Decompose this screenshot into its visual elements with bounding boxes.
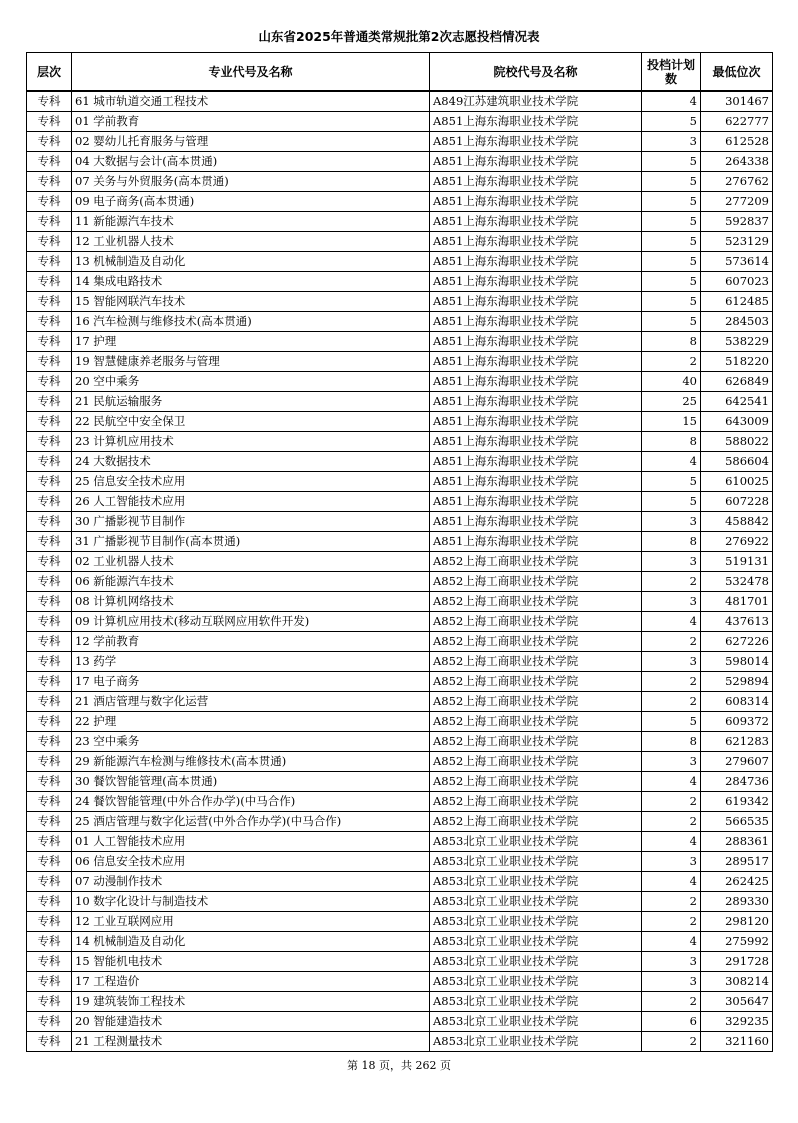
cell-school: A853北京工业职业技术学院 xyxy=(430,852,642,872)
cell-level: 专科 xyxy=(27,612,72,632)
table-row xyxy=(27,352,773,372)
cell-level: 专科 xyxy=(27,932,72,952)
cell-major: 02 婴幼儿托育服务与管理 xyxy=(72,132,430,152)
cell-school: A852上海工商职业技术学院 xyxy=(430,692,642,712)
cell-school: A852上海工商职业技术学院 xyxy=(430,792,642,812)
cell-school: A851上海东海职业技术学院 xyxy=(430,272,642,292)
cell-school: A852上海工商职业技术学院 xyxy=(430,592,642,612)
cell-level: 专科 xyxy=(27,91,72,112)
cell-plan: 5 xyxy=(642,492,701,512)
cell-level: 专科 xyxy=(27,652,72,672)
cell-level: 专科 xyxy=(27,412,72,432)
table-row xyxy=(27,772,773,792)
cell-rank: 573614 xyxy=(701,252,773,272)
table-row xyxy=(27,292,773,312)
cell-plan: 2 xyxy=(642,792,701,812)
cell-plan: 6 xyxy=(642,1012,701,1032)
cell-level: 专科 xyxy=(27,1012,72,1032)
cell-plan: 2 xyxy=(642,692,701,712)
cell-level: 专科 xyxy=(27,572,72,592)
cell-rank: 275992 xyxy=(701,932,773,952)
table-row xyxy=(27,912,773,932)
cell-school: A852上海工商职业技术学院 xyxy=(430,812,642,832)
cell-level: 专科 xyxy=(27,832,72,852)
cell-rank: 276762 xyxy=(701,172,773,192)
cell-plan: 5 xyxy=(642,192,701,212)
table-row xyxy=(27,1012,773,1032)
cell-level: 专科 xyxy=(27,452,72,472)
cell-major: 22 民航空中安全保卫 xyxy=(72,412,430,432)
cell-major: 30 广播影视节目制作 xyxy=(72,512,430,532)
cell-rank: 518220 xyxy=(701,352,773,372)
cell-rank: 288361 xyxy=(701,832,773,852)
cell-major: 07 动漫制作技术 xyxy=(72,872,430,892)
cell-major: 15 智能网联汽车技术 xyxy=(72,292,430,312)
cell-major: 29 新能源汽车检测与维修技术(高本贯通) xyxy=(72,752,430,772)
cell-level: 专科 xyxy=(27,332,72,352)
cell-plan: 3 xyxy=(642,972,701,992)
cell-major: 17 护理 xyxy=(72,332,430,352)
cell-plan: 5 xyxy=(642,172,701,192)
cell-school: A851上海东海职业技术学院 xyxy=(430,192,642,212)
cell-major: 11 新能源汽车技术 xyxy=(72,212,430,232)
cell-plan: 3 xyxy=(642,132,701,152)
cell-level: 专科 xyxy=(27,772,72,792)
cell-level: 专科 xyxy=(27,972,72,992)
table-row xyxy=(27,652,773,672)
table-row xyxy=(27,332,773,352)
cell-school: A852上海工商职业技术学院 xyxy=(430,612,642,632)
cell-major: 25 酒店管理与数字化运营(中外合作办学)(中马合作) xyxy=(72,812,430,832)
cell-rank: 566535 xyxy=(701,812,773,832)
table-row xyxy=(27,712,773,732)
cell-major: 02 工业机器人技术 xyxy=(72,552,430,572)
cell-major: 09 计算机应用技术(移动互联网应用软件开发) xyxy=(72,612,430,632)
table-row xyxy=(27,532,773,552)
cell-school: A852上海工商职业技术学院 xyxy=(430,572,642,592)
table-row xyxy=(27,632,773,652)
cell-school: A851上海东海职业技术学院 xyxy=(430,312,642,332)
cell-major: 31 广播影视节目制作(高本贯通) xyxy=(72,532,430,552)
cell-rank: 301467 xyxy=(701,91,773,112)
table-row xyxy=(27,792,773,812)
cell-major: 12 工业机器人技术 xyxy=(72,232,430,252)
cell-major: 17 工程造价 xyxy=(72,972,430,992)
cell-school: A853北京工业职业技术学院 xyxy=(430,1032,642,1052)
cell-plan: 15 xyxy=(642,412,701,432)
table-row xyxy=(27,1032,773,1052)
table-row xyxy=(27,192,773,212)
cell-major: 20 空中乘务 xyxy=(72,372,430,392)
cell-plan: 8 xyxy=(642,532,701,552)
cell-school: A852上海工商职业技术学院 xyxy=(430,652,642,672)
cell-plan: 3 xyxy=(642,652,701,672)
cell-plan: 25 xyxy=(642,392,701,412)
cell-plan: 4 xyxy=(642,452,701,472)
cell-rank: 643009 xyxy=(701,412,773,432)
cell-rank: 277209 xyxy=(701,192,773,212)
cell-rank: 609372 xyxy=(701,712,773,732)
cell-plan: 3 xyxy=(642,752,701,772)
cell-major: 10 数字化设计与制造技术 xyxy=(72,892,430,912)
cell-plan: 4 xyxy=(642,612,701,632)
cell-rank: 642541 xyxy=(701,392,773,412)
cell-level: 专科 xyxy=(27,532,72,552)
cell-level: 专科 xyxy=(27,492,72,512)
cell-rank: 612528 xyxy=(701,132,773,152)
cell-major: 23 空中乘务 xyxy=(72,732,430,752)
cell-level: 专科 xyxy=(27,192,72,212)
cell-major: 17 电子商务 xyxy=(72,672,430,692)
cell-school: A853北京工业职业技术学院 xyxy=(430,932,642,952)
cell-school: A851上海东海职业技术学院 xyxy=(430,532,642,552)
cell-rank: 532478 xyxy=(701,572,773,592)
cell-school: A853北京工业职业技术学院 xyxy=(430,972,642,992)
table-row xyxy=(27,132,773,152)
admission-table xyxy=(26,52,773,1052)
cell-school: A851上海东海职业技术学院 xyxy=(430,352,642,372)
cell-major: 19 建筑装饰工程技术 xyxy=(72,992,430,1012)
cell-rank: 321160 xyxy=(701,1032,773,1052)
table-row xyxy=(27,992,773,1012)
table-row xyxy=(27,412,773,432)
cell-level: 专科 xyxy=(27,792,72,812)
cell-school: A852上海工商职业技术学院 xyxy=(430,732,642,752)
header-major: 专业代号及名称 xyxy=(72,53,430,92)
cell-level: 专科 xyxy=(27,752,72,772)
cell-level: 专科 xyxy=(27,172,72,192)
cell-major: 19 智慧健康养老服务与管理 xyxy=(72,352,430,372)
cell-level: 专科 xyxy=(27,212,72,232)
table-row xyxy=(27,692,773,712)
cell-plan: 40 xyxy=(642,372,701,392)
cell-plan: 2 xyxy=(642,352,701,372)
table-row xyxy=(27,752,773,772)
table-body xyxy=(27,91,773,1052)
cell-plan: 8 xyxy=(642,432,701,452)
cell-level: 专科 xyxy=(27,132,72,152)
table-row xyxy=(27,91,773,112)
cell-rank: 607228 xyxy=(701,492,773,512)
cell-plan: 4 xyxy=(642,832,701,852)
cell-major: 15 智能机电技术 xyxy=(72,952,430,972)
cell-major: 06 新能源汽车技术 xyxy=(72,572,430,592)
cell-rank: 626849 xyxy=(701,372,773,392)
cell-plan: 5 xyxy=(642,312,701,332)
cell-school: A852上海工商职业技术学院 xyxy=(430,632,642,652)
cell-rank: 621283 xyxy=(701,732,773,752)
cell-school: A851上海东海职业技术学院 xyxy=(430,172,642,192)
cell-school: A852上海工商职业技术学院 xyxy=(430,712,642,732)
cell-major: 14 集成电路技术 xyxy=(72,272,430,292)
cell-level: 专科 xyxy=(27,692,72,712)
table-row xyxy=(27,212,773,232)
cell-school: A851上海东海职业技术学院 xyxy=(430,472,642,492)
cell-plan: 2 xyxy=(642,632,701,652)
cell-school: A849江苏建筑职业技术学院 xyxy=(430,91,642,112)
cell-rank: 276922 xyxy=(701,532,773,552)
cell-rank: 308214 xyxy=(701,972,773,992)
table-row xyxy=(27,432,773,452)
cell-level: 专科 xyxy=(27,112,72,132)
cell-level: 专科 xyxy=(27,152,72,172)
cell-plan: 4 xyxy=(642,772,701,792)
cell-school: A852上海工商职业技术学院 xyxy=(430,552,642,572)
cell-plan: 5 xyxy=(642,212,701,232)
table-row xyxy=(27,592,773,612)
cell-rank: 608314 xyxy=(701,692,773,712)
cell-plan: 3 xyxy=(642,512,701,532)
cell-plan: 2 xyxy=(642,812,701,832)
table-row xyxy=(27,512,773,532)
cell-school: A851上海东海职业技术学院 xyxy=(430,432,642,452)
cell-school: A851上海东海职业技术学院 xyxy=(430,332,642,352)
cell-school: A852上海工商职业技术学院 xyxy=(430,752,642,772)
cell-major: 13 药学 xyxy=(72,652,430,672)
cell-plan: 4 xyxy=(642,872,701,892)
table-row xyxy=(27,612,773,632)
cell-plan: 3 xyxy=(642,952,701,972)
header-school: 院校代号及名称 xyxy=(430,53,642,92)
cell-level: 专科 xyxy=(27,952,72,972)
cell-plan: 3 xyxy=(642,592,701,612)
cell-plan: 2 xyxy=(642,572,701,592)
cell-school: A853北京工业职业技术学院 xyxy=(430,992,642,1012)
page-title: 山东省2025年普通类常规批第2次志愿投档情况表 xyxy=(258,29,540,44)
cell-major: 22 护理 xyxy=(72,712,430,732)
cell-major: 01 学前教育 xyxy=(72,112,430,132)
cell-school: A851上海东海职业技术学院 xyxy=(430,112,642,132)
cell-level: 专科 xyxy=(27,392,72,412)
table-row xyxy=(27,312,773,332)
cell-rank: 619342 xyxy=(701,792,773,812)
cell-level: 专科 xyxy=(27,672,72,692)
cell-school: A851上海东海职业技术学院 xyxy=(430,452,642,472)
table-row xyxy=(27,112,773,132)
cell-school: A851上海东海职业技术学院 xyxy=(430,232,642,252)
table-row xyxy=(27,572,773,592)
cell-school: A851上海东海职业技术学院 xyxy=(430,392,642,412)
cell-level: 专科 xyxy=(27,432,72,452)
page-footer: 第 18 页，共 262 页 xyxy=(347,1059,451,1072)
table-row xyxy=(27,272,773,292)
cell-major: 12 学前教育 xyxy=(72,632,430,652)
cell-rank: 519131 xyxy=(701,552,773,572)
cell-level: 专科 xyxy=(27,632,72,652)
cell-plan: 8 xyxy=(642,732,701,752)
table-row xyxy=(27,232,773,252)
cell-rank: 437613 xyxy=(701,612,773,632)
cell-major: 21 酒店管理与数字化运营 xyxy=(72,692,430,712)
cell-school: A852上海工商职业技术学院 xyxy=(430,772,642,792)
table-row xyxy=(27,152,773,172)
cell-level: 专科 xyxy=(27,592,72,612)
cell-level: 专科 xyxy=(27,552,72,572)
cell-level: 专科 xyxy=(27,712,72,732)
cell-major: 13 机械制造及自动化 xyxy=(72,252,430,272)
cell-school: A851上海东海职业技术学院 xyxy=(430,212,642,232)
cell-rank: 481701 xyxy=(701,592,773,612)
cell-level: 专科 xyxy=(27,232,72,252)
cell-school: A852上海工商职业技术学院 xyxy=(430,672,642,692)
cell-school: A853北京工业职业技术学院 xyxy=(430,892,642,912)
cell-level: 专科 xyxy=(27,872,72,892)
table-row xyxy=(27,972,773,992)
cell-plan: 8 xyxy=(642,332,701,352)
cell-school: A851上海东海职业技术学院 xyxy=(430,132,642,152)
cell-school: A851上海东海职业技术学院 xyxy=(430,512,642,532)
table-header-row xyxy=(27,53,773,92)
cell-level: 专科 xyxy=(27,812,72,832)
cell-plan: 2 xyxy=(642,992,701,1012)
table-row xyxy=(27,452,773,472)
cell-major: 26 人工智能技术应用 xyxy=(72,492,430,512)
cell-school: A853北京工业职业技术学院 xyxy=(430,912,642,932)
cell-rank: 610025 xyxy=(701,472,773,492)
table-row xyxy=(27,372,773,392)
header-plan: 投档计划数 xyxy=(642,53,701,92)
cell-major: 01 人工智能技术应用 xyxy=(72,832,430,852)
cell-level: 专科 xyxy=(27,852,72,872)
cell-plan: 5 xyxy=(642,712,701,732)
cell-school: A853北京工业职业技术学院 xyxy=(430,1012,642,1032)
cell-level: 专科 xyxy=(27,512,72,532)
cell-school: A851上海东海职业技术学院 xyxy=(430,292,642,312)
table-row xyxy=(27,892,773,912)
cell-rank: 279607 xyxy=(701,752,773,772)
cell-school: A853北京工业职业技术学院 xyxy=(430,832,642,852)
cell-level: 专科 xyxy=(27,912,72,932)
cell-rank: 262425 xyxy=(701,872,773,892)
cell-school: A851上海东海职业技术学院 xyxy=(430,492,642,512)
cell-rank: 289517 xyxy=(701,852,773,872)
cell-rank: 612485 xyxy=(701,292,773,312)
cell-major: 16 汽车检测与维修技术(高本贯通) xyxy=(72,312,430,332)
header-level: 层次 xyxy=(27,53,72,92)
cell-school: A853北京工业职业技术学院 xyxy=(430,952,642,972)
cell-plan: 4 xyxy=(642,91,701,112)
cell-rank: 598014 xyxy=(701,652,773,672)
header-rank: 最低位次 xyxy=(701,53,773,92)
cell-level: 专科 xyxy=(27,372,72,392)
table-row xyxy=(27,932,773,952)
cell-level: 专科 xyxy=(27,892,72,912)
table-row xyxy=(27,472,773,492)
cell-plan: 5 xyxy=(642,292,701,312)
cell-plan: 5 xyxy=(642,252,701,272)
cell-rank: 329235 xyxy=(701,1012,773,1032)
cell-major: 61 城市轨道交通工程技术 xyxy=(72,91,430,112)
table-row xyxy=(27,172,773,192)
cell-level: 专科 xyxy=(27,1032,72,1052)
table-row xyxy=(27,672,773,692)
cell-rank: 538229 xyxy=(701,332,773,352)
cell-plan: 2 xyxy=(642,892,701,912)
cell-major: 06 信息安全技术应用 xyxy=(72,852,430,872)
cell-major: 24 餐饮智能管理(中外合作办学)(中马合作) xyxy=(72,792,430,812)
cell-major: 14 机械制造及自动化 xyxy=(72,932,430,952)
cell-rank: 291728 xyxy=(701,952,773,972)
cell-plan: 5 xyxy=(642,272,701,292)
cell-level: 专科 xyxy=(27,992,72,1012)
table-row xyxy=(27,952,773,972)
table-row xyxy=(27,832,773,852)
cell-rank: 529894 xyxy=(701,672,773,692)
cell-major: 12 工业互联网应用 xyxy=(72,912,430,932)
cell-plan: 5 xyxy=(642,152,701,172)
cell-major: 24 大数据技术 xyxy=(72,452,430,472)
cell-rank: 586604 xyxy=(701,452,773,472)
cell-major: 04 大数据与会计(高本贯通) xyxy=(72,152,430,172)
table-row xyxy=(27,852,773,872)
cell-plan: 5 xyxy=(642,112,701,132)
cell-level: 专科 xyxy=(27,292,72,312)
cell-school: A851上海东海职业技术学院 xyxy=(430,252,642,272)
cell-plan: 3 xyxy=(642,852,701,872)
table-row xyxy=(27,492,773,512)
cell-rank: 627226 xyxy=(701,632,773,652)
cell-plan: 4 xyxy=(642,932,701,952)
table-row xyxy=(27,732,773,752)
cell-level: 专科 xyxy=(27,312,72,332)
cell-school: A851上海东海职业技术学院 xyxy=(430,412,642,432)
cell-plan: 5 xyxy=(642,472,701,492)
cell-rank: 458842 xyxy=(701,512,773,532)
cell-major: 09 电子商务(高本贯通) xyxy=(72,192,430,212)
cell-rank: 588022 xyxy=(701,432,773,452)
cell-plan: 2 xyxy=(642,672,701,692)
cell-rank: 622777 xyxy=(701,112,773,132)
cell-rank: 305647 xyxy=(701,992,773,1012)
cell-level: 专科 xyxy=(27,252,72,272)
cell-major: 25 信息安全技术应用 xyxy=(72,472,430,492)
table-row xyxy=(27,392,773,412)
cell-rank: 607023 xyxy=(701,272,773,292)
cell-major: 21 工程测量技术 xyxy=(72,1032,430,1052)
cell-school: A853北京工业职业技术学院 xyxy=(430,872,642,892)
cell-level: 专科 xyxy=(27,272,72,292)
cell-major: 21 民航运输服务 xyxy=(72,392,430,412)
cell-level: 专科 xyxy=(27,352,72,372)
cell-major: 20 智能建造技术 xyxy=(72,1012,430,1032)
cell-rank: 289330 xyxy=(701,892,773,912)
cell-level: 专科 xyxy=(27,472,72,492)
cell-rank: 592837 xyxy=(701,212,773,232)
cell-school: A851上海东海职业技术学院 xyxy=(430,152,642,172)
cell-major: 08 计算机网络技术 xyxy=(72,592,430,612)
cell-major: 07 关务与外贸服务(高本贯通) xyxy=(72,172,430,192)
cell-rank: 298120 xyxy=(701,912,773,932)
cell-plan: 5 xyxy=(642,232,701,252)
cell-rank: 523129 xyxy=(701,232,773,252)
cell-major: 30 餐饮智能管理(高本贯通) xyxy=(72,772,430,792)
cell-plan: 2 xyxy=(642,912,701,932)
cell-level: 专科 xyxy=(27,732,72,752)
table-row xyxy=(27,552,773,572)
cell-rank: 264338 xyxy=(701,152,773,172)
cell-rank: 284736 xyxy=(701,772,773,792)
table-row xyxy=(27,252,773,272)
cell-plan: 2 xyxy=(642,1032,701,1052)
cell-school: A851上海东海职业技术学院 xyxy=(430,372,642,392)
cell-major: 23 计算机应用技术 xyxy=(72,432,430,452)
cell-plan: 3 xyxy=(642,552,701,572)
cell-rank: 284503 xyxy=(701,312,773,332)
table-row xyxy=(27,812,773,832)
table-row xyxy=(27,872,773,892)
